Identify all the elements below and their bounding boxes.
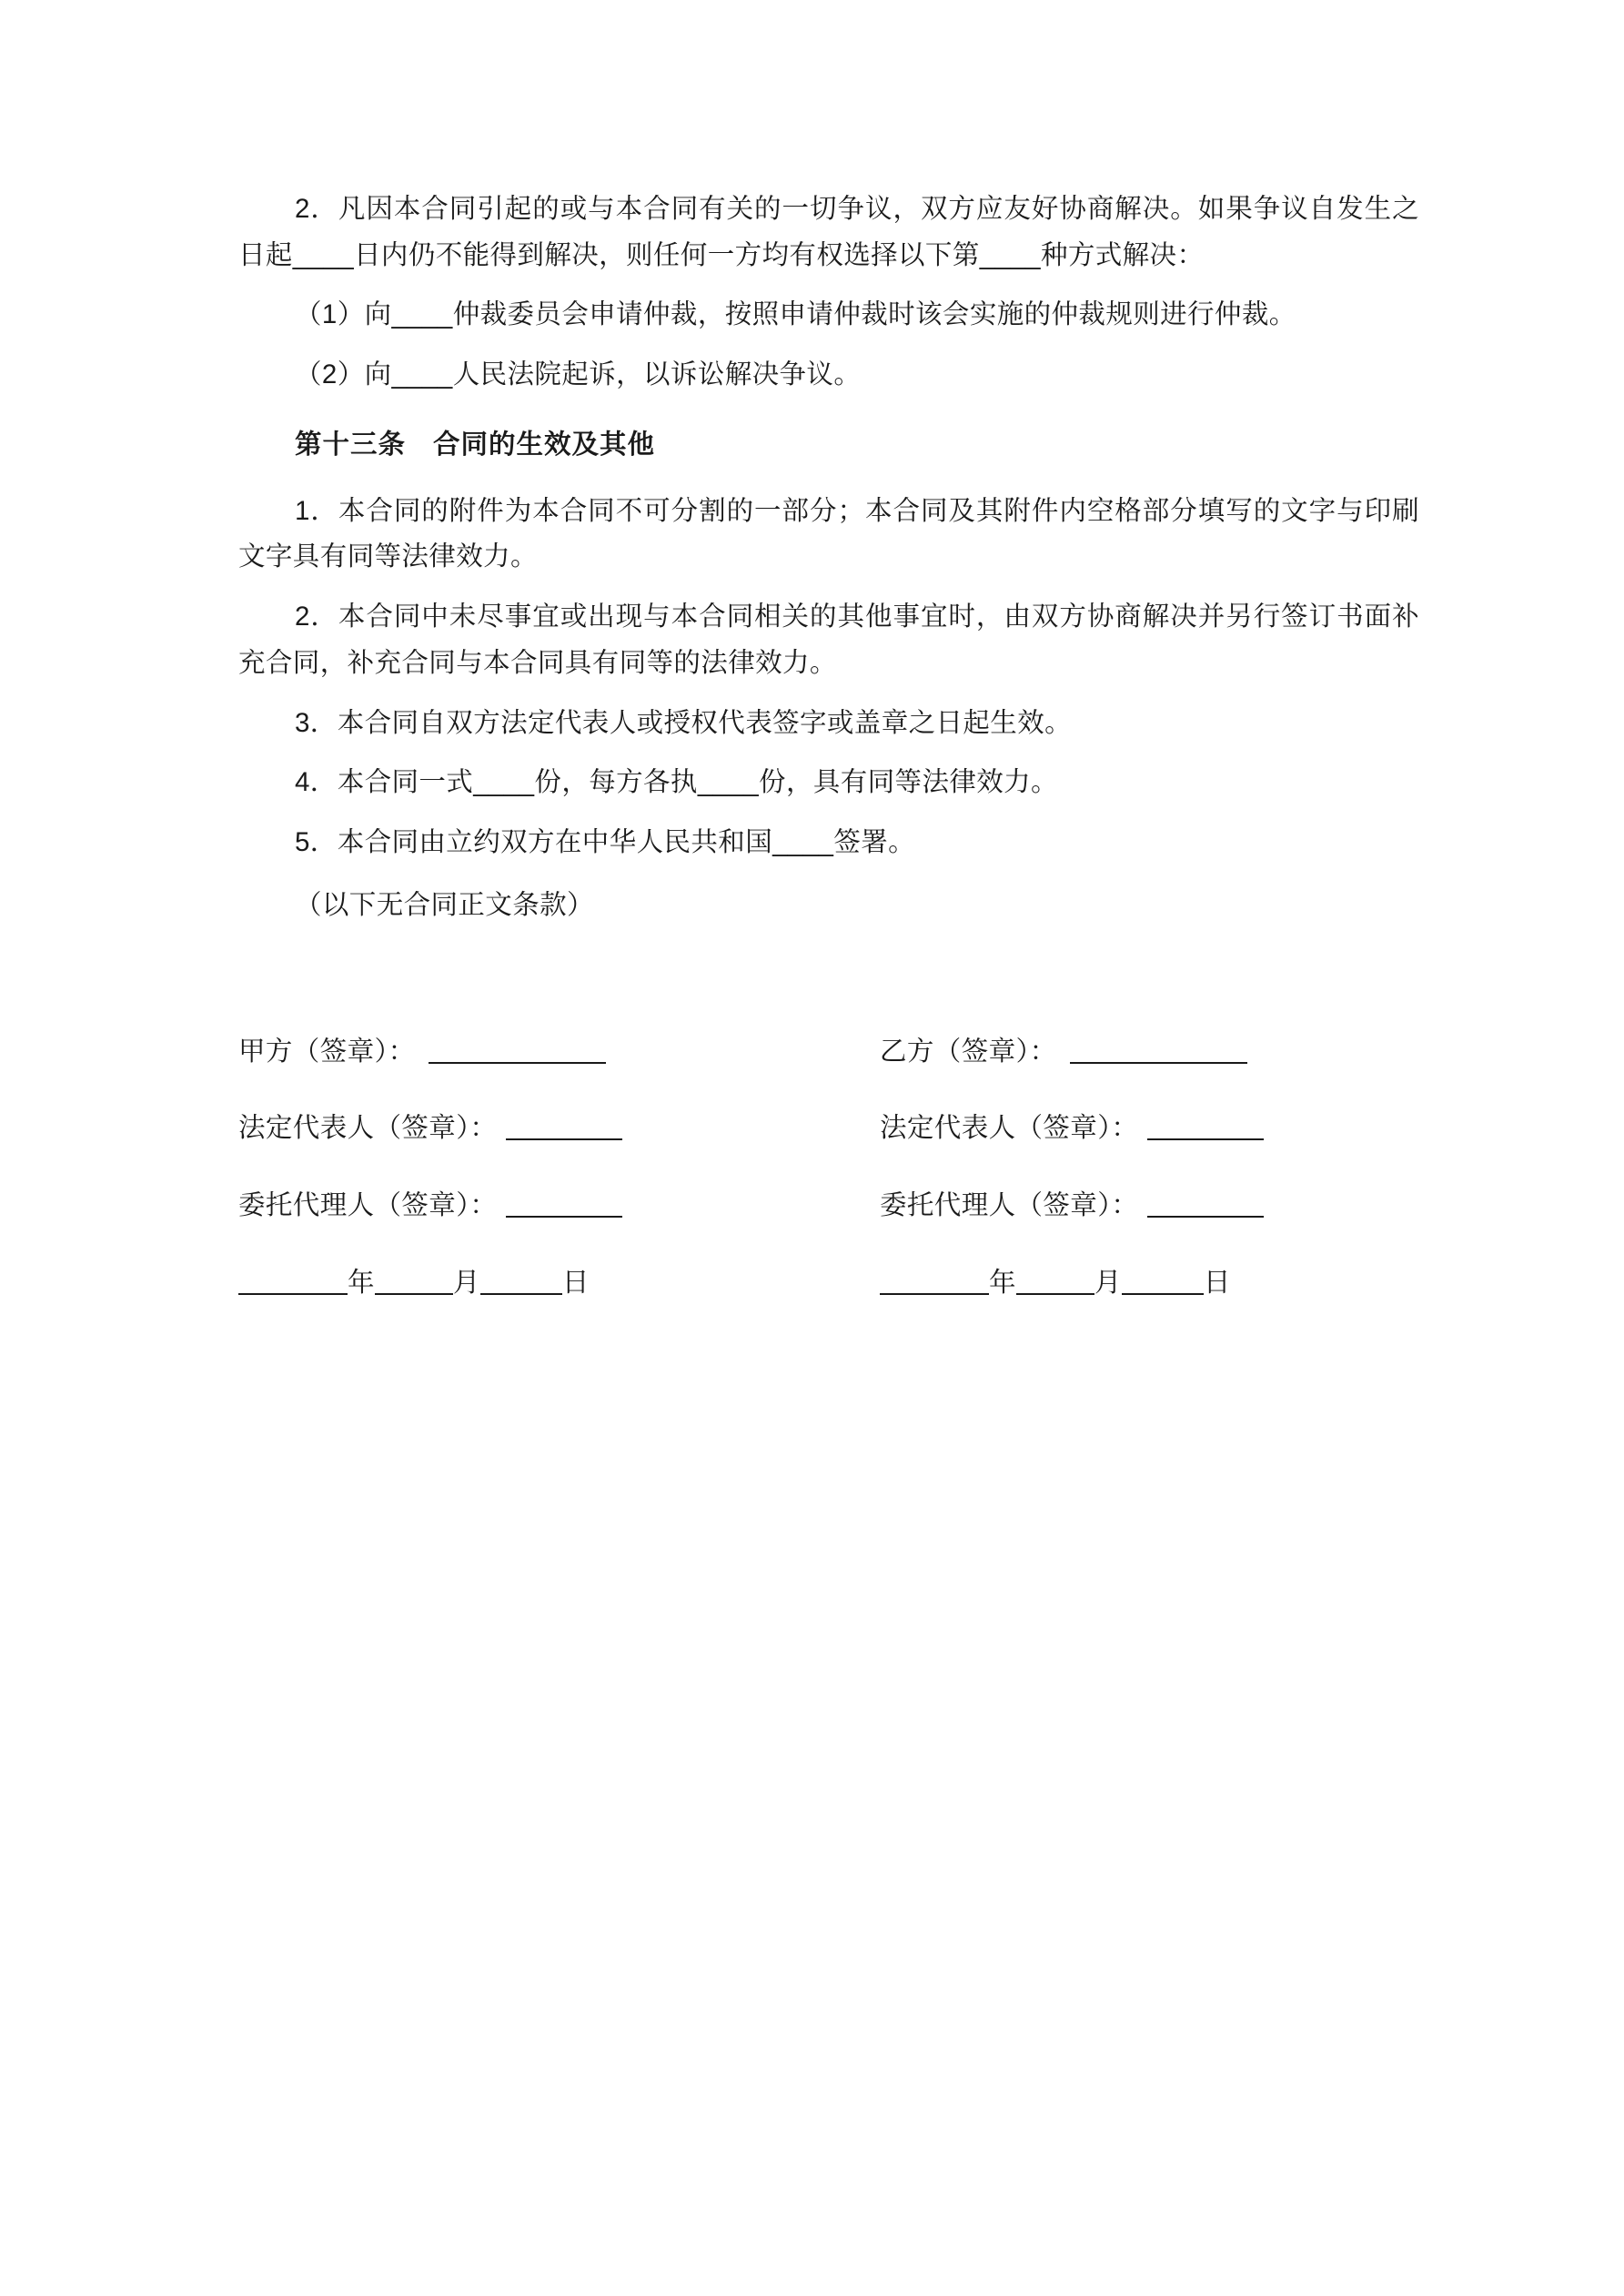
party-a-date-month-line[interactable] bbox=[375, 1293, 453, 1295]
paragraph-clause12-item2-sub1: （1）向____仲裁委员会申请仲裁，按照申请仲裁时该会实施的仲裁规则进行仲裁。 bbox=[295, 299, 1296, 330]
party-a-date-day-line[interactable] bbox=[480, 1293, 562, 1295]
party-a-seal bbox=[238, 1029, 829, 1076]
party-b-date-year-line[interactable] bbox=[880, 1293, 989, 1295]
party-b-date-month-label: 月 bbox=[1094, 1267, 1122, 1298]
party-a-legal-rep bbox=[238, 1106, 829, 1152]
section-heading bbox=[238, 422, 1419, 469]
signature-row-seal bbox=[238, 1029, 1419, 1076]
signature-row-date bbox=[238, 1260, 1419, 1307]
paragraph-clause12-item2: 2．凡因本合同引起的或与本合同有关的一切争议，双方应友好协商解决。如果争议自发生之日起____日内仍不能得到解决，则任何一方均有权选择以下第____种方式解决： bbox=[238, 194, 1419, 270]
party-a-date-day-label: 日 bbox=[561, 1267, 590, 1298]
party-a-date-year-line[interactable] bbox=[238, 1293, 348, 1295]
party-b-date-day-label: 日 bbox=[1203, 1267, 1231, 1298]
party-b-agent-label: 委托代理人（签章）： bbox=[880, 1190, 1139, 1221]
paragraph-item2: 2．本合同中未尽事宜或出现与本合同相关的其他事宜时，由双方协商解决并另行签订书面补充合同，补充合同与本合同具有同等的法律效力。 bbox=[238, 602, 1419, 678]
party-a-date-month-label: 月 bbox=[452, 1267, 480, 1298]
party-a-date-year-label: 年 bbox=[348, 1267, 375, 1298]
party-b-date-year-label: 年 bbox=[989, 1267, 1016, 1298]
party-a-legal-rep-line[interactable] bbox=[506, 1138, 622, 1140]
paragraph-item5: 5．本合同由立约双方在中华人民共和国____签署。 bbox=[295, 827, 916, 858]
party-b-seal bbox=[829, 1029, 1419, 1076]
paragraph-item3: 3．本合同自双方法定代表人或授权代表签字或盖章之日起生效。 bbox=[295, 707, 1073, 738]
document-body bbox=[238, 187, 1419, 1306]
party-a-agent bbox=[238, 1183, 829, 1229]
party-b-date-month-line[interactable] bbox=[1016, 1293, 1094, 1295]
party-b-seal-label: 乙方（签章）： bbox=[880, 1036, 1057, 1067]
party-b-agent-line[interactable] bbox=[1147, 1216, 1264, 1218]
paragraph-item4: 4．本合同一式____份，每方各执____份，具有同等法律效力。 bbox=[295, 767, 1058, 798]
signature-row-legal-rep bbox=[238, 1106, 1419, 1152]
party-b-agent bbox=[829, 1183, 1419, 1229]
party-a-legal-rep-label: 法定代表人（签章）： bbox=[238, 1113, 498, 1144]
signature-block bbox=[238, 1029, 1419, 1307]
paragraph-item1: 1．本合同的附件为本合同不可分割的一部分；本合同及其附件内空格部分填写的文字与印刷文字具有同等法律效力。 bbox=[238, 495, 1419, 572]
party-a-seal-line[interactable] bbox=[429, 1062, 606, 1064]
closing-note: （以下无合同正文条款） bbox=[295, 889, 594, 920]
signature-row-agent bbox=[238, 1183, 1419, 1229]
party-a-agent-label: 委托代理人（签章）： bbox=[238, 1190, 498, 1221]
party-b-legal-rep bbox=[829, 1106, 1419, 1152]
party-b-seal-line[interactable] bbox=[1070, 1062, 1247, 1064]
section-heading-number: 第十三条 bbox=[295, 429, 407, 460]
party-b-legal-rep-line[interactable] bbox=[1147, 1138, 1264, 1140]
party-a-date bbox=[238, 1260, 829, 1307]
party-a-agent-line[interactable] bbox=[506, 1216, 622, 1218]
party-b-date bbox=[829, 1260, 1419, 1307]
paragraph-clause12-item2-sub2: （2）向____人民法院起诉，以诉讼解决争议。 bbox=[295, 359, 862, 390]
party-b-legal-rep-label: 法定代表人（签章）： bbox=[880, 1113, 1139, 1144]
party-b-date-day-line[interactable] bbox=[1122, 1293, 1204, 1295]
section-heading-title: 合同的生效及其他 bbox=[433, 429, 656, 460]
party-a-seal-label: 甲方（签章）： bbox=[238, 1036, 416, 1067]
